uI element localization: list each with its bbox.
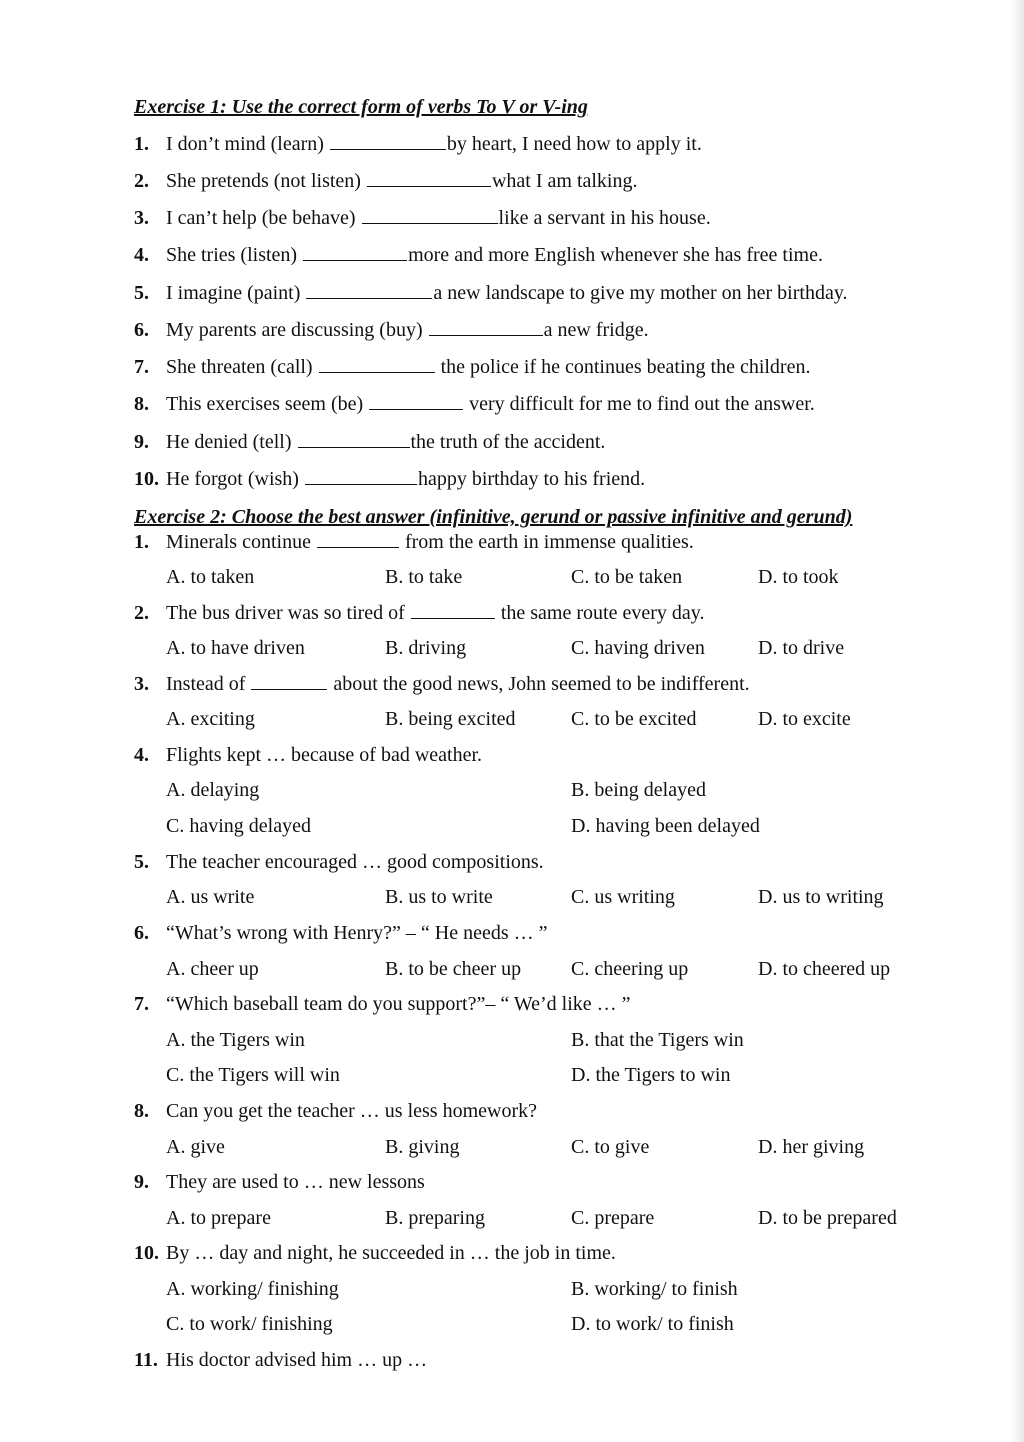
question-text: The teacher encouraged … good compositions. — [166, 851, 544, 873]
option-a[interactable]: A. cheer up — [166, 958, 259, 980]
answer-blank[interactable] — [411, 604, 495, 619]
question-prompt: The bus driver was so tired of — [166, 602, 405, 624]
question-rest: very difficult for me to find out the answer. — [464, 393, 815, 415]
question-number: 10. — [134, 468, 159, 490]
ex1-question-6 — [134, 319, 649, 342]
question-text: By … day and night, he succeeded in … the job in time. — [166, 1242, 616, 1264]
question-rest: what I am talking. — [491, 170, 638, 192]
option-b[interactable]: B. working/ to finish — [571, 1278, 738, 1300]
answer-blank[interactable] — [298, 433, 410, 448]
ex1-question-2 — [134, 170, 638, 193]
question-prompt: She threaten (call) — [166, 356, 313, 378]
page-edge-shadow — [1010, 0, 1024, 1442]
option-c[interactable]: C. having delayed — [166, 815, 311, 837]
question-rest: the police if he continues beating the children. — [435, 356, 811, 378]
question-number: 1. — [134, 133, 149, 155]
question-rest: from the earth in immense qualities. — [399, 531, 694, 553]
ex1-question-10 — [134, 468, 645, 491]
question-rest: by heart, I need how to apply it. — [446, 133, 702, 155]
question-rest: about the good news, John seemed to be indifferent. — [328, 673, 750, 695]
answer-blank[interactable] — [330, 135, 446, 150]
option-c[interactable]: C. prepare — [571, 1207, 655, 1229]
option-d[interactable]: D. us to writing — [758, 886, 884, 908]
option-d[interactable]: D. to drive — [758, 637, 845, 659]
option-b[interactable]: B. to be cheer up — [385, 958, 522, 980]
option-a[interactable]: A. give — [166, 1136, 225, 1158]
question-text: Flights kept … because of bad weather. — [166, 744, 483, 766]
option-c[interactable]: C. us writing — [571, 886, 675, 908]
question-prompt: My parents are discussing (buy) — [166, 319, 423, 341]
ex2-question-4 — [134, 744, 482, 767]
question-number: 2. — [134, 602, 149, 624]
option-d[interactable]: D. to excite — [758, 708, 851, 730]
question-number: 5. — [134, 851, 149, 873]
ex1-question-9 — [134, 431, 605, 454]
question-text: “What’s wrong with Henry?” – “ He needs … ” — [166, 922, 548, 944]
option-b[interactable]: B. to take — [385, 566, 463, 588]
question-number: 2. — [134, 170, 149, 192]
option-a[interactable]: A. to prepare — [166, 1207, 271, 1229]
ex2-question-5 — [134, 851, 544, 874]
answer-blank[interactable] — [251, 675, 327, 690]
ex2-question-2 — [134, 602, 704, 625]
option-a[interactable]: A. working/ finishing — [166, 1278, 339, 1300]
option-d[interactable]: D. the Tigers to win — [571, 1064, 731, 1086]
option-c[interactable]: C. having driven — [571, 637, 705, 659]
question-rest: a new landscape to give my mother on her birthday. — [433, 282, 848, 304]
answer-blank[interactable] — [362, 209, 498, 224]
question-number: 6. — [134, 319, 149, 341]
question-number: 7. — [134, 993, 149, 1015]
ex1-question-4 — [134, 244, 823, 267]
ex1-question-1 — [134, 133, 702, 156]
question-text: “Which baseball team do you support?”– “ We’d like … ” — [166, 993, 631, 1015]
question-rest: happy birthday to his friend. — [417, 468, 646, 490]
option-c[interactable]: C. cheering up — [571, 958, 689, 980]
option-b[interactable]: B. driving — [385, 637, 467, 659]
ex1-question-7 — [134, 356, 810, 379]
question-number: 6. — [134, 922, 149, 944]
ex2-question-7 — [134, 993, 631, 1016]
answer-blank[interactable] — [306, 284, 432, 299]
question-number: 11. — [134, 1349, 158, 1371]
answer-blank[interactable] — [319, 358, 435, 373]
option-c[interactable]: C. the Tigers will win — [166, 1064, 340, 1086]
option-a[interactable]: A. to taken — [166, 566, 255, 588]
question-number: 4. — [134, 244, 149, 266]
option-b[interactable]: B. being excited — [385, 708, 516, 730]
question-number: 9. — [134, 431, 149, 453]
ex1-question-3 — [134, 207, 711, 230]
question-text: Can you get the teacher … us less homework? — [166, 1100, 538, 1122]
option-d[interactable]: D. to cheered up — [758, 958, 891, 980]
question-number: 8. — [134, 393, 149, 415]
question-prompt: She tries (listen) — [166, 244, 298, 266]
question-prompt: This exercises seem (be) — [166, 393, 364, 415]
ex1-question-8 — [134, 393, 815, 416]
question-number: 1. — [134, 531, 149, 553]
option-a[interactable]: A. exciting — [166, 708, 255, 730]
option-d[interactable]: D. to took — [758, 566, 839, 588]
question-prompt: He denied (tell) — [166, 431, 292, 453]
option-b[interactable]: B. that the Tigers win — [571, 1029, 744, 1051]
answer-blank[interactable] — [317, 533, 399, 548]
option-d[interactable]: D. to be prepared — [758, 1207, 897, 1229]
ex2-question-9 — [134, 1171, 425, 1194]
option-a[interactable]: A. delaying — [166, 779, 260, 801]
exercise1-title: Exercise 1: Use the correct form of verbs To V or V-ing — [134, 96, 588, 118]
option-c[interactable]: C. to be taken — [571, 566, 683, 588]
option-a[interactable]: A. us write — [166, 886, 255, 908]
ex2-question-10 — [134, 1242, 616, 1265]
answer-blank[interactable] — [367, 172, 491, 187]
question-number: 4. — [134, 744, 149, 766]
exercise2-title: Exercise 2: Choose the best answer (infinitive, gerund or passive infinitive and gerund) — [134, 506, 853, 528]
question-prompt: I imagine (paint) — [166, 282, 301, 304]
ex1-question-5 — [134, 282, 848, 305]
question-prompt: Minerals continue — [166, 531, 311, 553]
answer-blank[interactable] — [429, 321, 543, 336]
question-rest: like a servant in his house. — [498, 207, 711, 229]
ex2-question-8 — [134, 1100, 537, 1123]
question-text: His doctor advised him … up … — [166, 1349, 428, 1371]
option-c[interactable]: C. to give — [571, 1136, 650, 1158]
option-b[interactable]: B. being delayed — [571, 779, 706, 801]
option-d[interactable]: D. having been delayed — [571, 815, 760, 837]
ex2-question-11 — [134, 1349, 427, 1372]
option-c[interactable]: C. to be excited — [571, 708, 697, 730]
option-a[interactable]: A. to have driven — [166, 637, 305, 659]
answer-blank[interactable] — [369, 395, 463, 410]
question-prompt: I can’t help (be behave) — [166, 207, 356, 229]
option-a[interactable]: A. the Tigers win — [166, 1029, 305, 1051]
option-d[interactable]: D. to work/ to finish — [571, 1313, 734, 1335]
option-b[interactable]: B. preparing — [385, 1207, 485, 1229]
question-number: 7. — [134, 356, 149, 378]
ex2-question-3 — [134, 673, 750, 696]
question-number: 9. — [134, 1171, 149, 1193]
option-b[interactable]: B. giving — [385, 1136, 460, 1158]
question-number: 3. — [134, 207, 149, 229]
question-rest: the same route every day. — [495, 602, 705, 624]
option-c[interactable]: C. to work/ finishing — [166, 1313, 333, 1335]
question-prompt: Instead of — [166, 673, 246, 695]
question-text: They are used to … new lessons — [166, 1171, 425, 1193]
question-rest: a new fridge. — [543, 319, 649, 341]
question-number: 3. — [134, 673, 149, 695]
question-rest: more and more English whenever she has free time. — [408, 244, 823, 266]
ex2-question-1 — [134, 531, 694, 554]
ex2-question-6 — [134, 922, 548, 945]
question-prompt: She pretends (not listen) — [166, 170, 361, 192]
answer-blank[interactable] — [305, 470, 417, 485]
question-prompt: I don’t mind (learn) — [166, 133, 324, 155]
option-b[interactable]: B. us to write — [385, 886, 493, 908]
option-d[interactable]: D. her giving — [758, 1136, 865, 1158]
question-number: 10. — [134, 1242, 159, 1264]
answer-blank[interactable] — [303, 246, 407, 261]
question-number: 5. — [134, 282, 149, 304]
question-number: 8. — [134, 1100, 149, 1122]
question-prompt: He forgot (wish) — [166, 468, 299, 490]
question-rest: the truth of the accident. — [410, 431, 606, 453]
